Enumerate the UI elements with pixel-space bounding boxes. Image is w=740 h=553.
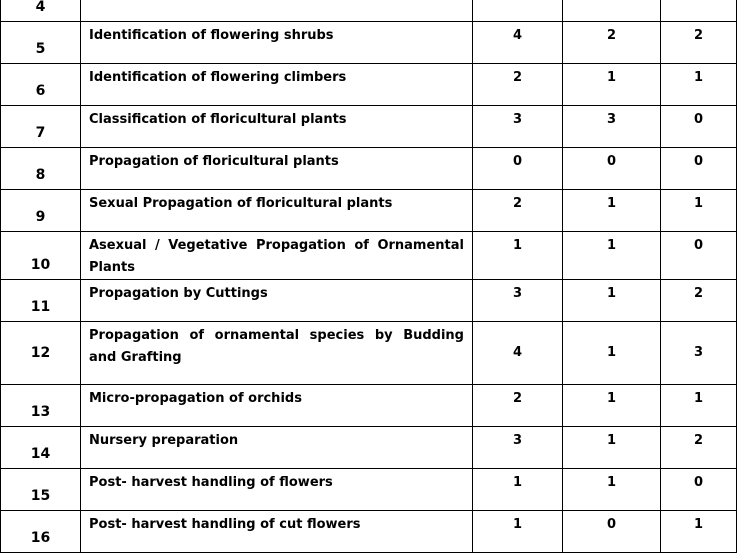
row-number: 14 xyxy=(1,427,81,469)
table-row xyxy=(1,469,737,511)
row-number: 7 xyxy=(1,106,81,148)
row-value-c: 0 xyxy=(661,106,737,148)
row-value-c: 2 xyxy=(661,280,737,322)
row-value-b: 1 xyxy=(563,469,661,511)
row-value-b xyxy=(563,0,661,22)
row-value-a: 2 xyxy=(473,64,563,106)
row-topic: Identification of flowering climbers xyxy=(81,64,473,106)
row-value-a: 1 xyxy=(473,232,563,280)
row-topic: Asexual / Vegetative Propagation of Ornamental Plants xyxy=(81,232,473,280)
row-value-b: 1 xyxy=(563,280,661,322)
row-number: 5 xyxy=(1,22,81,64)
table-row xyxy=(1,64,737,106)
row-value-b: 1 xyxy=(563,385,661,427)
row-value-c: 1 xyxy=(661,385,737,427)
row-value-b: 1 xyxy=(563,232,661,280)
row-value-b: 1 xyxy=(563,427,661,469)
row-topic: Propagation of ornamental species by Budding and Grafting xyxy=(81,322,473,385)
row-value-b: 0 xyxy=(563,148,661,190)
table-row xyxy=(1,511,737,553)
row-topic: Classification of floricultural plants xyxy=(81,106,473,148)
row-value-b: 2 xyxy=(563,22,661,64)
table-row xyxy=(1,385,737,427)
row-number: 10 xyxy=(1,232,81,280)
table-row xyxy=(1,106,737,148)
row-value-b: 3 xyxy=(563,106,661,148)
row-topic: Sexual Propagation of floricultural plants xyxy=(81,190,473,232)
row-topic: Propagation by Cuttings xyxy=(81,280,473,322)
row-value-a: 2 xyxy=(473,385,563,427)
row-value-a: 1 xyxy=(473,511,563,553)
row-number: 6 xyxy=(1,64,81,106)
row-value-a: 4 xyxy=(473,322,563,385)
row-number: 16 xyxy=(1,511,81,553)
row-value-c: 0 xyxy=(661,148,737,190)
table-row xyxy=(1,280,737,322)
row-number: 13 xyxy=(1,385,81,427)
table-row xyxy=(1,232,737,280)
row-value-c: 1 xyxy=(661,511,737,553)
row-value-a: 3 xyxy=(473,427,563,469)
row-value-c: 0 xyxy=(661,232,737,280)
row-value-b: 1 xyxy=(563,64,661,106)
row-value-c xyxy=(661,0,737,22)
row-value-c: 1 xyxy=(661,64,737,106)
table-row xyxy=(1,148,737,190)
row-topic: Nursery preparation xyxy=(81,427,473,469)
row-topic: Propagation of floricultural plants xyxy=(81,148,473,190)
row-value-c: 3 xyxy=(661,322,737,385)
row-number: 4 xyxy=(1,0,81,22)
row-value-a: 0 xyxy=(473,148,563,190)
table-row xyxy=(1,22,737,64)
table-row xyxy=(1,190,737,232)
row-topic xyxy=(81,0,473,22)
table-row xyxy=(1,427,737,469)
row-value-c: 2 xyxy=(661,427,737,469)
row-value-b: 0 xyxy=(563,511,661,553)
row-number: 8 xyxy=(1,148,81,190)
row-value-c: 1 xyxy=(661,190,737,232)
row-value-a: 1 xyxy=(473,469,563,511)
row-value-a: 4 xyxy=(473,22,563,64)
row-value-b: 1 xyxy=(563,322,661,385)
row-value-b: 1 xyxy=(563,190,661,232)
row-value-a: 3 xyxy=(473,280,563,322)
table-row xyxy=(1,322,737,385)
row-value-a: 3 xyxy=(473,106,563,148)
row-topic: Post- harvest handling of flowers xyxy=(81,469,473,511)
row-value-a xyxy=(473,0,563,22)
row-number: 12 xyxy=(1,322,81,385)
row-value-a: 2 xyxy=(473,190,563,232)
row-value-c: 2 xyxy=(661,22,737,64)
row-number: 9 xyxy=(1,190,81,232)
row-topic: Micro-propagation of orchids xyxy=(81,385,473,427)
row-topic: Post- harvest handling of cut flowers xyxy=(81,511,473,553)
table-row xyxy=(1,0,737,22)
row-number: 15 xyxy=(1,469,81,511)
row-number: 11 xyxy=(1,280,81,322)
row-topic: Identification of flowering shrubs xyxy=(81,22,473,64)
row-value-c: 0 xyxy=(661,469,737,511)
